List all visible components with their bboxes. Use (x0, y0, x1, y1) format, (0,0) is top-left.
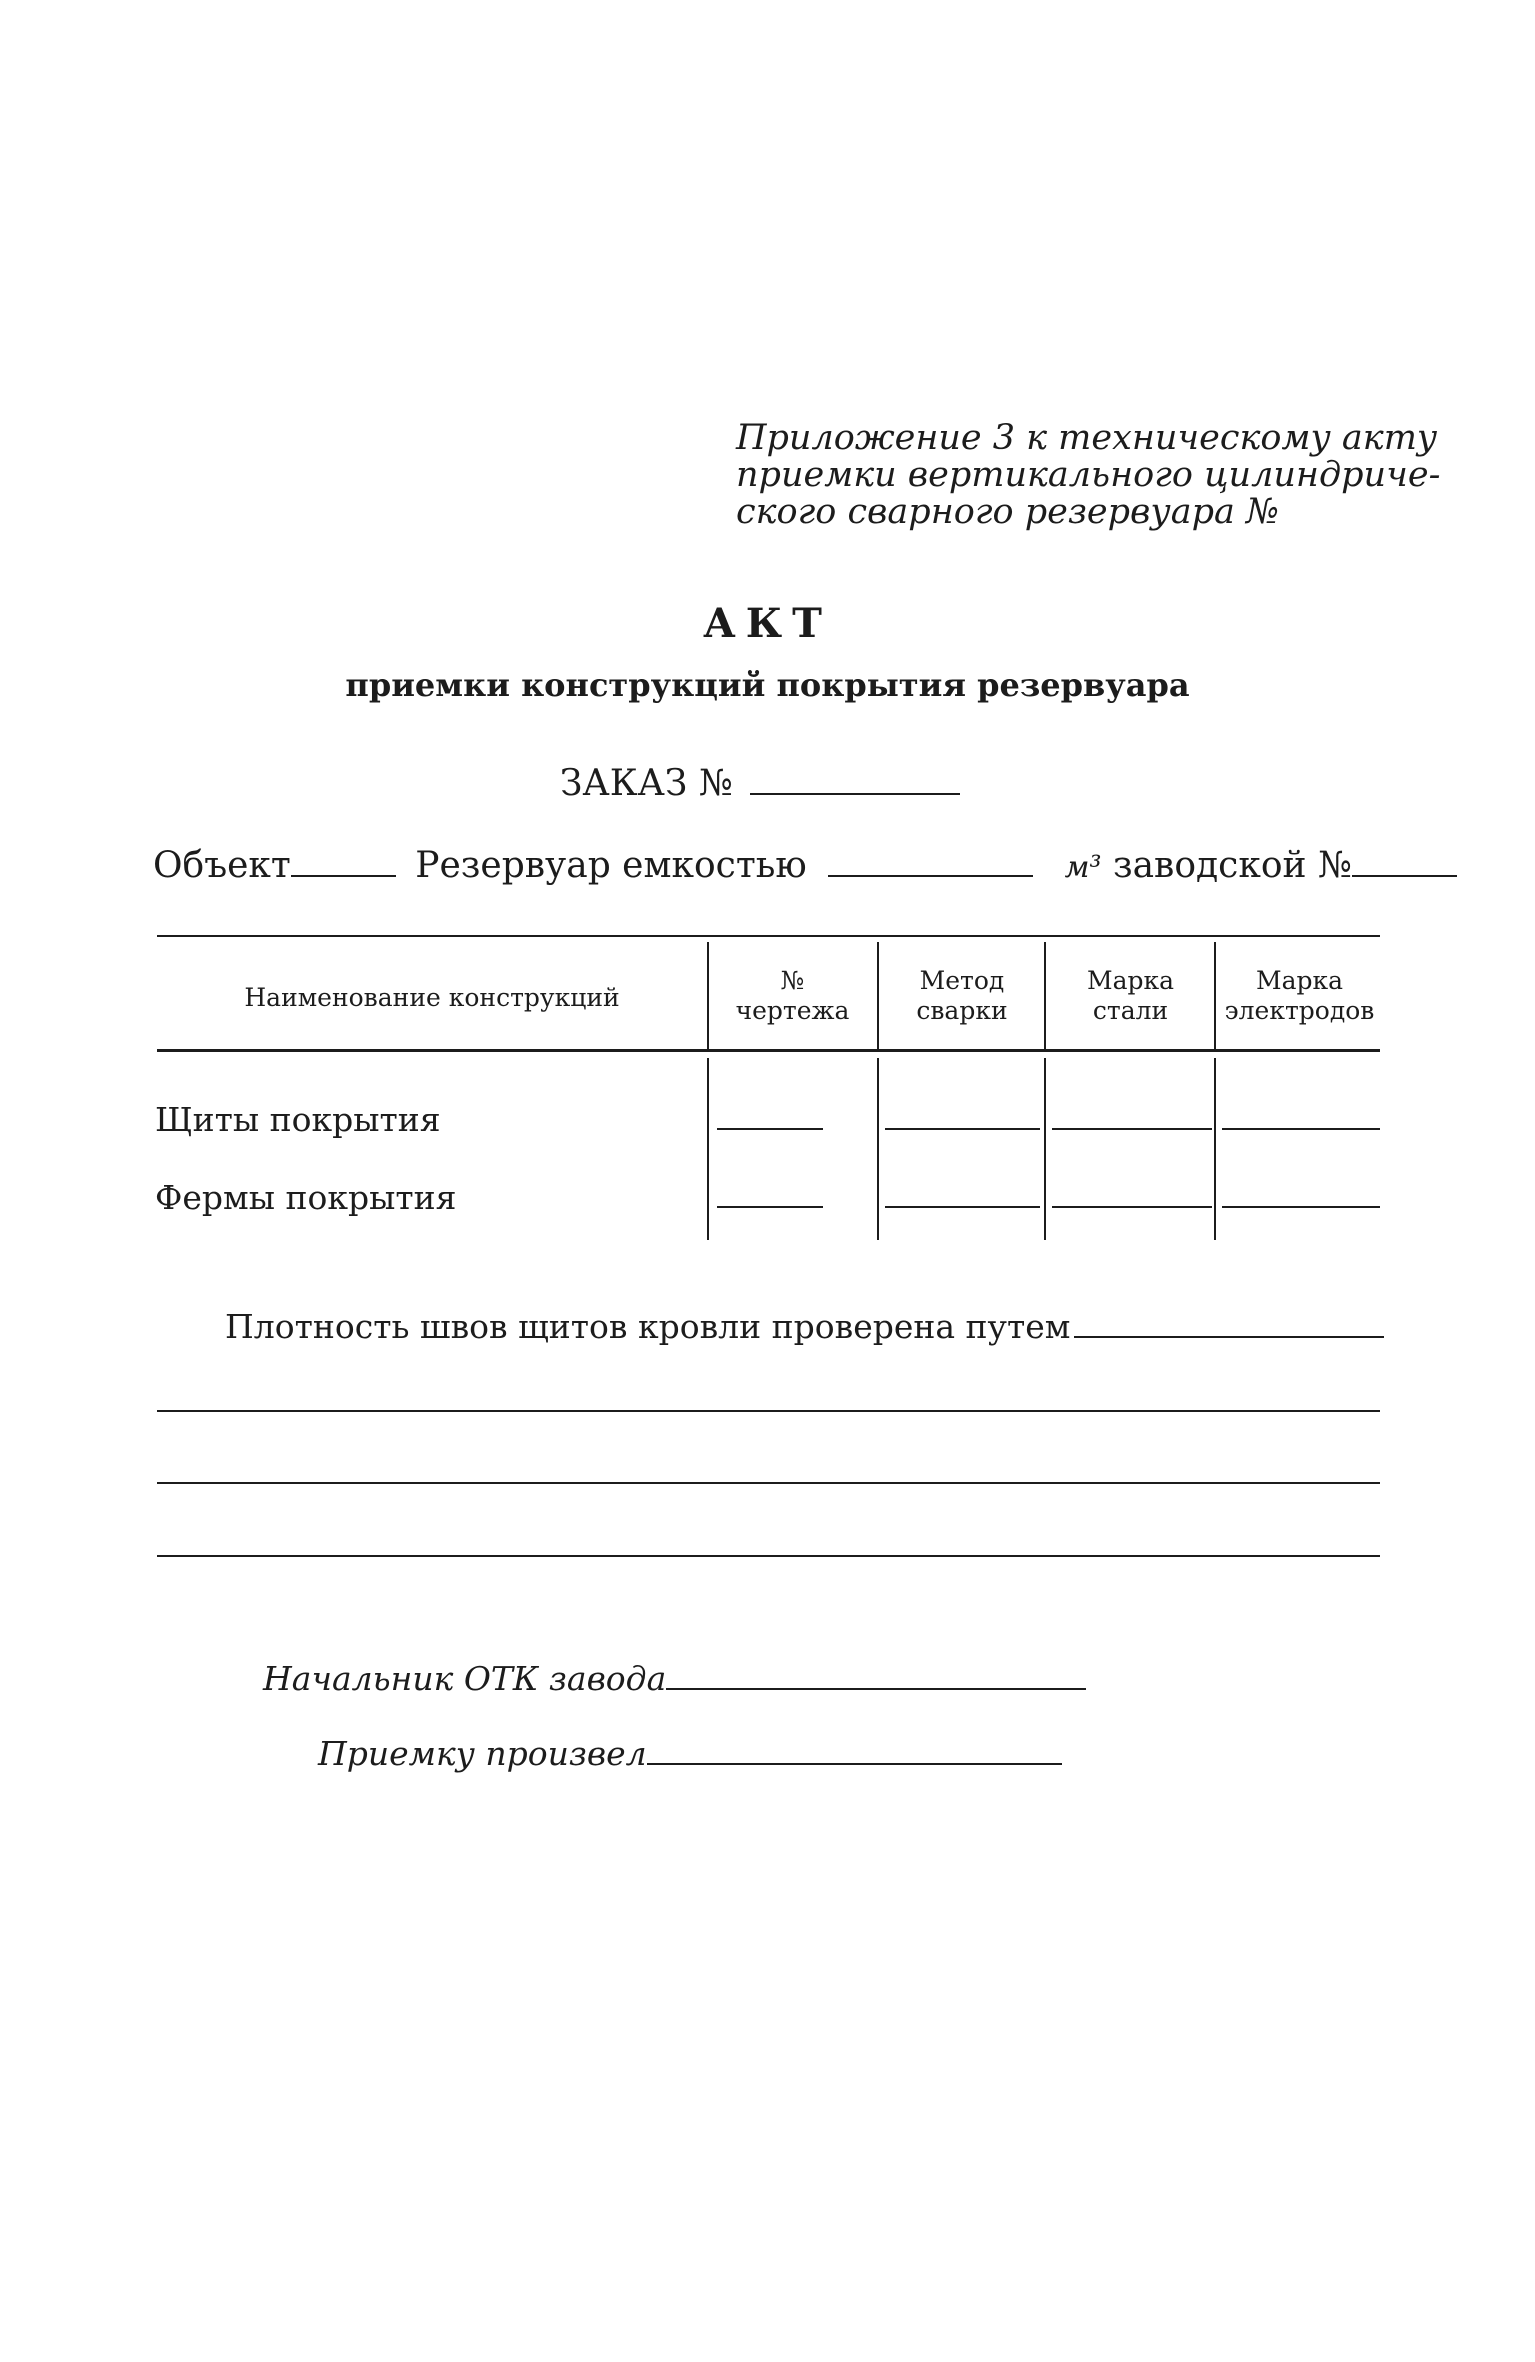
row-1-electrode-field[interactable] (1222, 1128, 1380, 1130)
density-line (225, 1306, 1384, 1346)
factory-number-label: заводской № (1112, 845, 1352, 886)
tank-capacity-field[interactable] (828, 845, 1033, 877)
table-divider (877, 1058, 879, 1240)
table-divider (877, 942, 879, 1050)
qc-head-signature-line (263, 1658, 1086, 1698)
table-divider (1214, 942, 1216, 1050)
row-2-electrode-field[interactable] (1222, 1206, 1380, 1208)
table-divider (1044, 1058, 1046, 1240)
density-label: Плотность швов щитов кровли проверена путем (225, 1307, 1071, 1346)
header-steel-grade: Марка стали (1086, 966, 1175, 1025)
appendix-note (736, 418, 1441, 532)
density-continuation-line[interactable] (157, 1555, 1380, 1557)
table-top-border (157, 935, 1380, 937)
qc-head-label: Начальник ОТК завода (263, 1659, 667, 1698)
row-2-drawing-field[interactable] (717, 1206, 823, 1208)
table-row-label: Щиты покрытия (155, 1100, 441, 1139)
order-label: ЗАКАЗ № (560, 763, 733, 804)
table-divider (1214, 1058, 1216, 1240)
header-electrode-grade: Марка электродов (1224, 966, 1375, 1025)
row-1-drawing-field[interactable] (717, 1128, 823, 1130)
row-2-method-field[interactable] (885, 1206, 1040, 1208)
acceptance-signature-line (318, 1733, 1062, 1773)
document-subtitle: приемки конструкций покрытия резервуара (345, 666, 1190, 704)
factory-number-field[interactable] (1352, 845, 1457, 877)
row-2-steel-field[interactable] (1052, 1206, 1212, 1208)
table-row-label: Фермы покрытия (155, 1178, 457, 1217)
header-construction-name: Наименование конструкций (244, 983, 620, 1012)
appendix-line-3: ского сварного резервуара № (736, 492, 1280, 532)
qc-head-signature-field[interactable] (666, 1658, 1086, 1690)
order-number-field[interactable] (750, 763, 960, 795)
document-title: АКТ (703, 600, 832, 647)
object-line (153, 845, 1457, 886)
table-divider (1044, 942, 1046, 1050)
object-label: Объект (153, 845, 291, 886)
appendix-line-2: приемки вертикального цилиндриче- (736, 455, 1441, 495)
density-continuation-line[interactable] (157, 1410, 1380, 1412)
table-divider (707, 1058, 709, 1240)
object-field[interactable] (291, 845, 396, 877)
header-drawing-number: № чертежа (735, 966, 850, 1025)
unit-label: м³ (1064, 850, 1102, 885)
appendix-line-1: Приложение 3 к техническому акту (736, 418, 1438, 458)
density-method-field[interactable] (1074, 1306, 1384, 1338)
table-header-bottom-border (157, 1049, 1380, 1052)
order-line (560, 763, 960, 804)
density-continuation-line[interactable] (157, 1482, 1380, 1484)
row-1-method-field[interactable] (885, 1128, 1040, 1130)
header-welding-method: Метод сварки (916, 966, 1008, 1025)
acceptance-signature-field[interactable] (647, 1733, 1062, 1765)
tank-capacity-label: Резервуар емкостью (415, 845, 807, 886)
acceptance-label: Приемку произвел (318, 1734, 647, 1773)
row-1-steel-field[interactable] (1052, 1128, 1212, 1130)
table-divider (707, 942, 709, 1050)
